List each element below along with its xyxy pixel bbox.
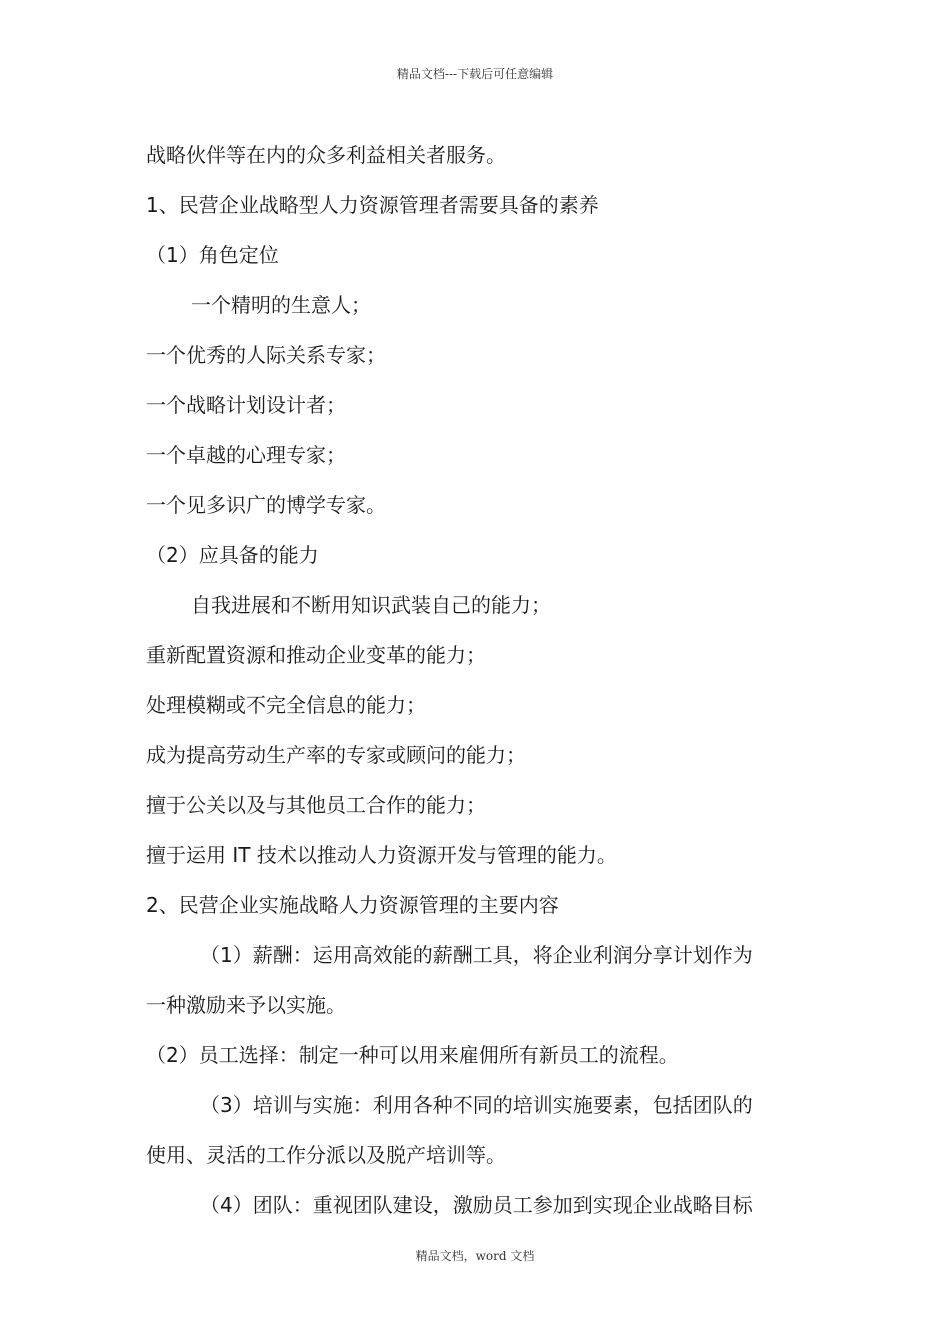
text-line: 一种激励来予以实施。: [146, 993, 346, 1017]
text-line: 一个精明的生意人；: [191, 293, 371, 317]
text-line: 成为提高劳动生产率的专家或顾问的能力；: [146, 743, 526, 767]
text-line: 自我进展和不断用知识武装自己的能力；: [191, 593, 551, 617]
section-heading: 1、民营企业战略型人力资源管理者需要具备的素养: [146, 193, 599, 217]
text-line: 一个战略计划设计者；: [146, 393, 346, 417]
text-line: （3）培训与实施：利用各种不同的培训实施要素，包括团队的: [200, 1093, 753, 1117]
subsection-heading: （1）角色定位: [146, 243, 279, 267]
section-heading: 2、民营企业实施战略人力资源管理的主要内容: [146, 893, 559, 917]
subsection-heading: （2）应具备的能力: [146, 543, 319, 567]
text-line: 一个卓越的心理专家；: [146, 443, 346, 467]
text-line: （1）薪酬：运用高效能的薪酬工具，将企业利润分享计划作为: [200, 943, 753, 967]
text-line: 处理模糊或不完全信息的能力；: [146, 693, 426, 717]
text-line: 擅于公关以及与其他员工合作的能力；: [146, 793, 486, 817]
text-line: （4）团队：重视团队建设，激励员工参加到实现企业战略目标: [200, 1193, 753, 1217]
page-header: 精品文档---下载后可任意编辑: [396, 67, 554, 81]
text-line: 擅于运用 IT 技术以推动人力资源开发与管理的能力。: [146, 843, 617, 867]
text-line: 一个见多识广的博学专家。: [146, 493, 386, 517]
text-line: 战略伙伴等在内的众多利益相关者服务。: [146, 143, 506, 167]
text-line: （2）员工选择：制定一种可以用来雇佣所有新员工的流程。: [146, 1043, 679, 1067]
text-line: 一个优秀的人际关系专家；: [146, 343, 386, 367]
document-body: [146, 130, 810, 1230]
page-footer: 精品文档，word 文档: [415, 1249, 535, 1263]
text-line: 重新配置资源和推动企业变革的能力；: [146, 643, 486, 667]
text-line: 使用、灵活的工作分派以及脱产培训等。: [146, 1143, 506, 1167]
